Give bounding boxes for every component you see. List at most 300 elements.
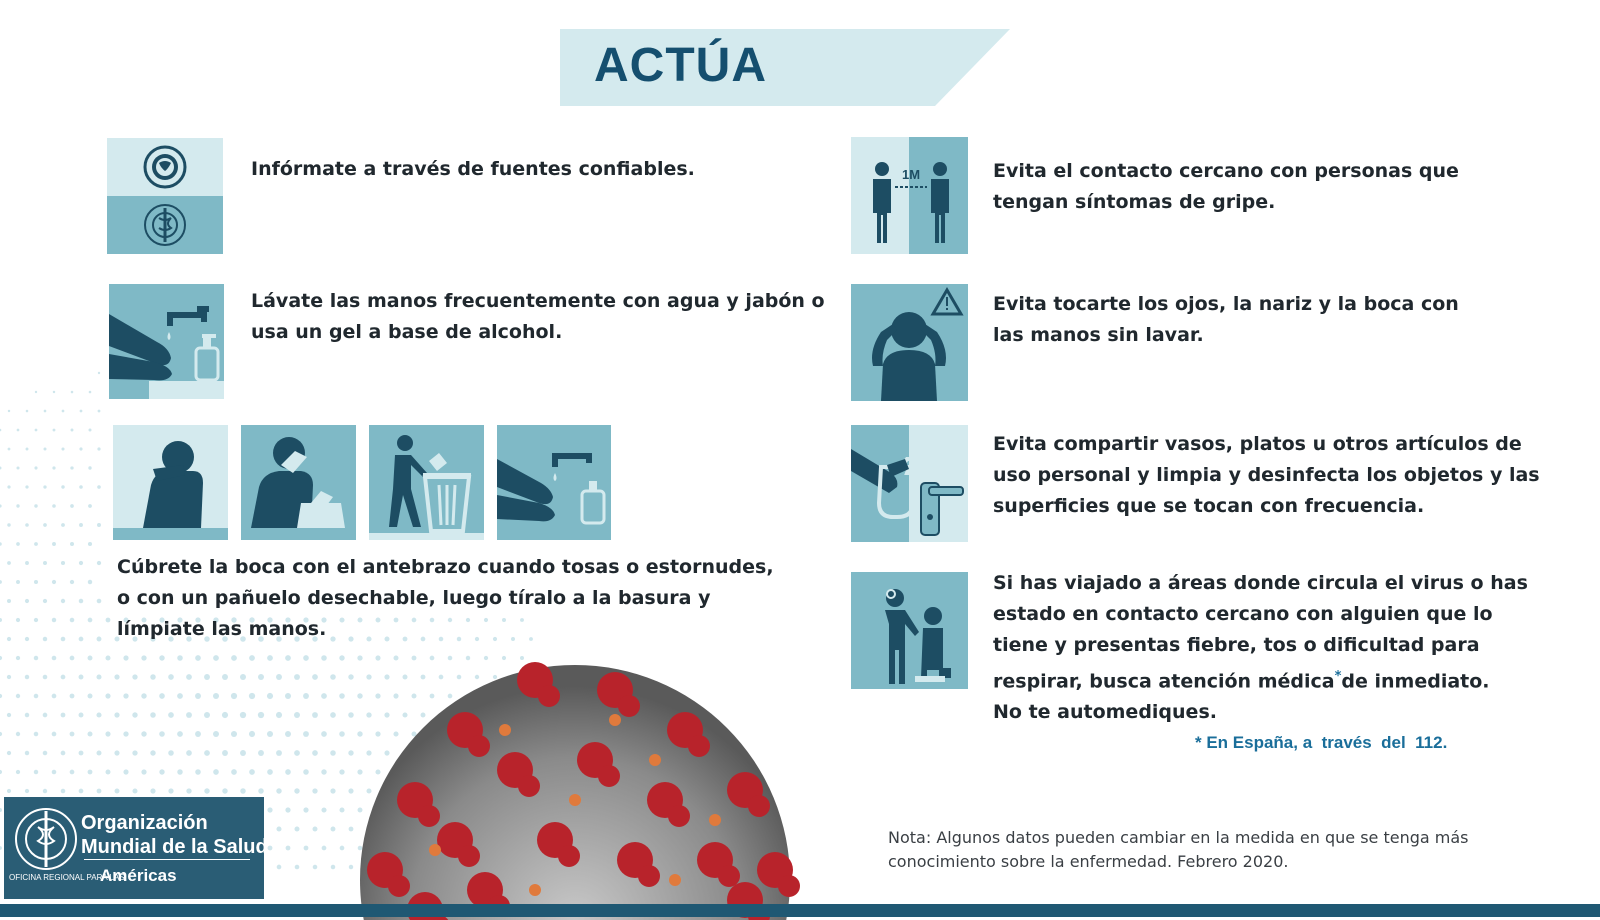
text-line <box>993 661 1528 697</box>
decorative-dot <box>150 788 155 793</box>
decorative-dot <box>267 655 273 661</box>
logo-text: Organización <box>81 812 208 834</box>
decorative-dot <box>7 599 11 603</box>
decorative-dot <box>114 750 119 755</box>
decorative-dot <box>258 750 264 756</box>
text-line: Cúbrete la boca con el antebrazo cuando tosas o estornudes, <box>117 556 774 578</box>
spike-protein <box>638 865 660 887</box>
logo-region: Américas <box>100 866 177 885</box>
decorative-dot <box>294 712 300 718</box>
decorative-dot <box>159 769 164 774</box>
decorative-dot <box>70 694 75 699</box>
decorative-dot <box>132 750 137 755</box>
text-line: usa un gel a base de alcohol. <box>251 321 563 343</box>
decorative-dot <box>312 788 317 793</box>
decorative-dot <box>16 504 19 507</box>
decorative-dot <box>43 675 48 680</box>
decorative-dot <box>240 750 246 756</box>
decorative-dot <box>97 637 102 642</box>
text-fragment: respirar, busca atención médica <box>993 670 1335 693</box>
decorative-dot <box>159 731 165 737</box>
disinfect-spray-icon <box>851 425 968 542</box>
decorative-dot <box>0 808 2 812</box>
decorative-dot <box>168 674 174 680</box>
decorative-dot <box>222 750 228 756</box>
text-line: No te automediques. <box>993 701 1217 724</box>
hand-washing-icon <box>497 425 611 540</box>
decorative-dot <box>79 675 84 680</box>
decorative-dot <box>0 846 2 850</box>
decorative-dot <box>62 410 65 413</box>
spike-protein <box>418 805 440 827</box>
decorative-dot <box>276 826 281 831</box>
hand-washing-icon <box>109 284 224 399</box>
decorative-dot <box>25 713 29 717</box>
decorative-dot <box>16 542 20 546</box>
decorative-dot <box>105 693 110 698</box>
spike-protein <box>688 735 710 757</box>
decorative-dot <box>34 580 38 584</box>
decorative-dot <box>88 656 93 661</box>
trash-disposal-icon <box>369 425 484 540</box>
decorative-dot <box>61 485 64 488</box>
decorative-dot <box>141 655 146 660</box>
decorative-dot <box>44 410 47 413</box>
decorative-dot <box>80 410 83 413</box>
text-line: Lávate las manos frecuentemente con agua y jabón o <box>251 290 825 312</box>
text-line: uso personal y limpia y desinfecta los objetos y las <box>993 464 1540 486</box>
decorative-dot <box>240 788 245 793</box>
logo-subtext: OFICINA REGIONAL PARA LAS <box>9 873 125 882</box>
spike-protein <box>748 795 770 817</box>
decorative-dot <box>79 789 84 794</box>
decorative-dot <box>52 580 56 584</box>
text-fragment: de inmediato. <box>1341 670 1490 693</box>
decorative-dot <box>7 751 11 755</box>
distance-1m-icon <box>851 137 968 254</box>
decorative-dot <box>70 770 75 775</box>
decorative-dot <box>97 561 101 565</box>
small-spike <box>709 814 721 826</box>
decorative-dot <box>7 789 11 793</box>
small-spike <box>499 724 511 736</box>
decorative-dot <box>43 637 47 641</box>
decorative-dot <box>34 770 38 774</box>
decorative-dot <box>0 732 2 736</box>
decorative-dot <box>25 751 29 755</box>
decorative-dot <box>8 410 10 412</box>
decorative-dot <box>150 674 155 679</box>
decorative-dot <box>7 485 10 488</box>
small-spike <box>429 844 441 856</box>
decorative-dot <box>277 865 282 870</box>
decorative-dot <box>88 618 93 623</box>
decorative-dot <box>34 504 37 507</box>
small-spike <box>529 884 541 896</box>
text-line: Nota: Algunos datos pueden cambiar en la medida en que se tenga más <box>888 828 1469 847</box>
decorative-dot <box>0 504 2 507</box>
decorative-dot <box>52 656 57 661</box>
decorative-dot <box>213 693 219 699</box>
decorative-dot <box>52 504 56 508</box>
decorative-dot <box>98 410 101 413</box>
decorative-dot <box>295 865 300 870</box>
decorative-dot <box>43 751 48 756</box>
decorative-dot <box>25 599 29 603</box>
decorative-dot <box>61 447 64 450</box>
decorative-dot <box>285 655 291 661</box>
small-spike <box>569 794 581 806</box>
decorative-dot <box>222 788 227 793</box>
decorative-dot <box>79 713 84 718</box>
decorative-dot <box>16 770 20 774</box>
decorative-dot <box>231 655 237 661</box>
decorative-dot <box>204 788 209 793</box>
decorative-dot <box>79 485 83 489</box>
logo-divider <box>84 859 250 860</box>
text-line: tiene y presentas fiebre, tos o dificultad para <box>993 634 1480 656</box>
coronavirus-image <box>320 640 820 920</box>
decorative-dot <box>43 713 48 718</box>
logo-text: Mundial de la Salud <box>81 836 268 858</box>
decorative-dot <box>25 523 29 527</box>
decorative-dot <box>177 693 183 699</box>
decorative-dot <box>222 674 228 680</box>
decorative-dot <box>213 731 219 737</box>
decorative-dot <box>43 485 46 488</box>
decorative-dot <box>177 731 183 737</box>
decorative-dot <box>79 561 83 565</box>
decorative-dot <box>141 731 146 736</box>
tissue-sneeze-icon <box>241 425 356 540</box>
spike-protein <box>458 845 480 867</box>
decorative-dot <box>53 429 56 432</box>
decorative-dot <box>267 769 273 775</box>
decorative-dot <box>43 789 47 793</box>
decorative-dot <box>150 712 156 718</box>
decorative-dot <box>52 732 57 737</box>
decorative-dot <box>96 750 101 755</box>
decorative-dot <box>105 655 110 660</box>
decorative-dot <box>35 429 38 432</box>
decorative-dot <box>16 580 20 584</box>
spike-protein <box>388 875 410 897</box>
decorative-dot <box>168 712 174 718</box>
bottom-bar <box>0 904 1600 917</box>
decorative-dot <box>195 769 201 775</box>
decorative-dot <box>249 731 255 737</box>
decorative-dot <box>195 731 201 737</box>
decorative-dot <box>88 466 91 469</box>
decorative-dot <box>43 561 47 565</box>
decorative-dot <box>70 466 73 469</box>
doctor-patient-icon <box>851 572 968 689</box>
decorative-dot <box>231 731 237 737</box>
decorative-dot <box>89 429 92 432</box>
decorative-dot <box>204 712 210 718</box>
decorative-dot <box>123 693 128 698</box>
decorative-dot <box>98 372 100 374</box>
decorative-dot <box>213 655 219 661</box>
decorative-dot <box>88 504 92 508</box>
decorative-dot <box>0 694 2 698</box>
decorative-dot <box>0 656 2 660</box>
decorative-dot <box>53 391 55 393</box>
decorative-dot <box>8 448 11 451</box>
decorative-dot <box>132 674 137 679</box>
footnote: * En España, a través del 112. <box>1195 733 1448 752</box>
decorative-dot <box>195 655 201 661</box>
distance-label: 1M <box>901 167 921 182</box>
decorative-dot <box>0 770 2 774</box>
decorative-dot <box>70 618 75 623</box>
decorative-dot <box>285 693 291 699</box>
asterisk-marker: * <box>1334 669 1342 684</box>
decorative-dot <box>141 693 146 698</box>
decorative-dot <box>285 807 290 812</box>
cough-elbow-icon <box>113 425 228 540</box>
decorative-dot <box>79 523 83 527</box>
decorative-dot <box>0 429 1 432</box>
decorative-dot <box>286 846 291 851</box>
decorative-dot <box>71 391 74 394</box>
spike-protein <box>598 765 620 787</box>
decorative-dot <box>285 769 291 775</box>
decorative-dot <box>186 788 191 793</box>
decorative-dot <box>114 712 119 717</box>
decorative-dot <box>26 448 29 451</box>
decorative-dot <box>97 485 101 489</box>
decorative-dot <box>159 693 165 699</box>
decorative-dot <box>312 750 318 756</box>
item-text-lavate <box>251 286 825 348</box>
decorative-dot <box>25 675 29 679</box>
decorative-dot <box>222 712 228 718</box>
decorative-dot <box>195 693 201 699</box>
decorative-dot <box>267 807 272 812</box>
decorative-dot <box>249 693 255 699</box>
small-spike <box>609 714 621 726</box>
decorative-dot <box>70 504 74 508</box>
decorative-dot <box>258 674 264 680</box>
decorative-dot <box>88 770 93 775</box>
decorative-dot <box>52 542 56 546</box>
decorative-dot <box>258 788 263 793</box>
decorative-dot <box>25 485 28 488</box>
decorative-dot <box>97 789 102 794</box>
decorative-dot <box>70 580 74 584</box>
decorative-dot <box>313 865 318 870</box>
decorative-dot <box>61 675 66 680</box>
decorative-dot <box>17 429 20 432</box>
decorative-dot <box>26 410 29 413</box>
decorative-dot <box>294 826 299 831</box>
decorative-dot <box>106 618 111 623</box>
item-text-evita-compartir <box>993 429 1540 522</box>
decorative-dot <box>34 656 38 660</box>
decorative-dot <box>132 788 137 793</box>
decorative-dot <box>186 712 192 718</box>
decorative-dot <box>240 712 246 718</box>
decorative-dot <box>7 561 11 565</box>
spike-protein <box>468 735 490 757</box>
decorative-dot <box>61 561 65 565</box>
decorative-dot <box>35 391 37 393</box>
decorative-dot <box>294 674 300 680</box>
decorative-dot <box>204 674 210 680</box>
decorative-dot <box>25 561 29 565</box>
decorative-dot <box>70 732 75 737</box>
decorative-dot <box>303 807 308 812</box>
item-text-cubrete <box>117 552 774 645</box>
decorative-dot <box>79 751 84 756</box>
decorative-dot <box>96 712 101 717</box>
text-line: superficies que se tocan con frecuencia. <box>993 495 1425 517</box>
decorative-dot <box>150 750 155 755</box>
decorative-dot <box>231 769 237 775</box>
decorative-dot <box>115 789 120 794</box>
decorative-dot <box>0 580 2 584</box>
spike-protein <box>518 775 540 797</box>
decorative-dot <box>231 693 237 699</box>
decorative-dot <box>186 674 192 680</box>
text-line: las manos sin lavar. <box>993 324 1204 346</box>
decorative-dot <box>43 599 47 603</box>
decorative-dot <box>97 447 100 450</box>
spike-protein <box>618 695 640 717</box>
decorative-dot <box>168 750 174 756</box>
decorative-dot <box>52 770 57 775</box>
decorative-dot <box>79 637 84 642</box>
decorative-dot <box>132 712 137 717</box>
who-emblem-icon <box>8 801 88 881</box>
decorative-dot <box>123 731 128 736</box>
decorative-dot <box>61 751 66 756</box>
text-line: Si has viajado a áreas donde circula el virus o has <box>993 572 1528 594</box>
decorative-dot <box>168 788 173 793</box>
decorative-dot <box>177 769 182 774</box>
decorative-dot <box>71 429 74 432</box>
decorative-dot <box>16 656 20 660</box>
decorative-dot <box>285 731 291 737</box>
decorative-dot <box>249 655 255 661</box>
text-line: Evita compartir vasos, platos u otros artículos de <box>993 433 1522 455</box>
text-line: Evita tocarte los ojos, la nariz y la boca con <box>993 293 1459 315</box>
decorative-dot <box>294 750 300 756</box>
decorative-dot <box>294 788 299 793</box>
decorative-dot <box>7 713 11 717</box>
item-text-evita-tocarte <box>993 289 1459 351</box>
decorative-dot <box>240 674 246 680</box>
decorative-dot <box>88 580 92 584</box>
decorative-dot <box>123 655 128 660</box>
decorative-dot <box>88 542 92 546</box>
decorative-dot <box>105 731 110 736</box>
decorative-dot <box>70 542 74 546</box>
decorative-dot <box>276 750 282 756</box>
decorative-dot <box>88 732 93 737</box>
decorative-dot <box>16 732 20 736</box>
decorative-dot <box>276 788 281 793</box>
decorative-dot <box>312 712 318 718</box>
decorative-dot <box>43 447 46 450</box>
decorative-dot <box>267 693 273 699</box>
note-text <box>888 826 1469 874</box>
decorative-dot <box>34 542 38 546</box>
decorative-dot <box>114 674 119 679</box>
page-title: ACTÚA <box>594 39 767 92</box>
organization-emblems-icon <box>107 138 223 254</box>
text-line: Infórmate a través de fuentes confiables. <box>251 158 695 180</box>
small-spike <box>649 754 661 766</box>
text-line: estado en contacto cercano con alguien que lo <box>993 603 1493 625</box>
text-line: conocimiento sobre la enfermedad. Febrero 2020. <box>888 852 1289 871</box>
decorative-dot <box>61 637 66 642</box>
decorative-dot <box>61 789 66 794</box>
text-line: tengan síntomas de gripe. <box>993 191 1276 213</box>
item-text-informate <box>251 154 695 185</box>
decorative-dot <box>16 466 19 469</box>
decorative-dot <box>16 694 20 698</box>
touch-face-warning-icon <box>851 284 968 401</box>
decorative-dot <box>61 713 66 718</box>
decorative-dot <box>258 712 264 718</box>
decorative-dot <box>87 693 92 698</box>
decorative-dot <box>276 712 282 718</box>
text-line: límpiate las manos. <box>117 618 327 640</box>
decorative-dot <box>79 447 82 450</box>
spike-protein <box>538 685 560 707</box>
item-text-si-has-viajado <box>993 568 1528 728</box>
decorative-dot <box>97 523 101 527</box>
decorative-dot <box>303 731 309 737</box>
decorative-dot <box>7 675 11 679</box>
decorative-dot <box>70 656 75 661</box>
decorative-dot <box>7 523 10 526</box>
spike-protein <box>778 875 800 897</box>
decorative-dot <box>276 674 282 680</box>
decorative-dot <box>61 523 65 527</box>
decorative-dot <box>303 693 309 699</box>
decorative-dot <box>89 391 92 394</box>
decorative-dot <box>303 655 309 661</box>
spike-protein <box>558 845 580 867</box>
decorative-dot <box>0 618 2 622</box>
decorative-dot <box>25 637 29 641</box>
decorative-dot <box>177 655 183 661</box>
decorative-dot <box>79 599 84 604</box>
decorative-dot <box>204 750 210 756</box>
decorative-dot <box>313 827 318 832</box>
decorative-dot <box>213 769 219 775</box>
decorative-dot <box>52 466 55 469</box>
decorative-dot <box>43 523 47 527</box>
small-spike <box>669 874 681 886</box>
decorative-dot <box>159 655 164 660</box>
spike-protein <box>668 805 690 827</box>
decorative-dot <box>96 674 101 679</box>
decorative-dot <box>61 599 65 603</box>
decorative-dot <box>34 466 37 469</box>
decorative-dot <box>268 846 273 851</box>
text-line: o con un pañuelo desechable, luego tíralo a la basura y <box>117 587 711 609</box>
decorative-dot <box>186 750 192 756</box>
decorative-dot <box>97 599 102 604</box>
decorative-dot <box>16 618 20 622</box>
item-text-evita-contacto <box>993 156 1459 218</box>
decorative-dot <box>34 694 39 699</box>
text-line: Evita el contacto cercano con personas que <box>993 160 1459 182</box>
